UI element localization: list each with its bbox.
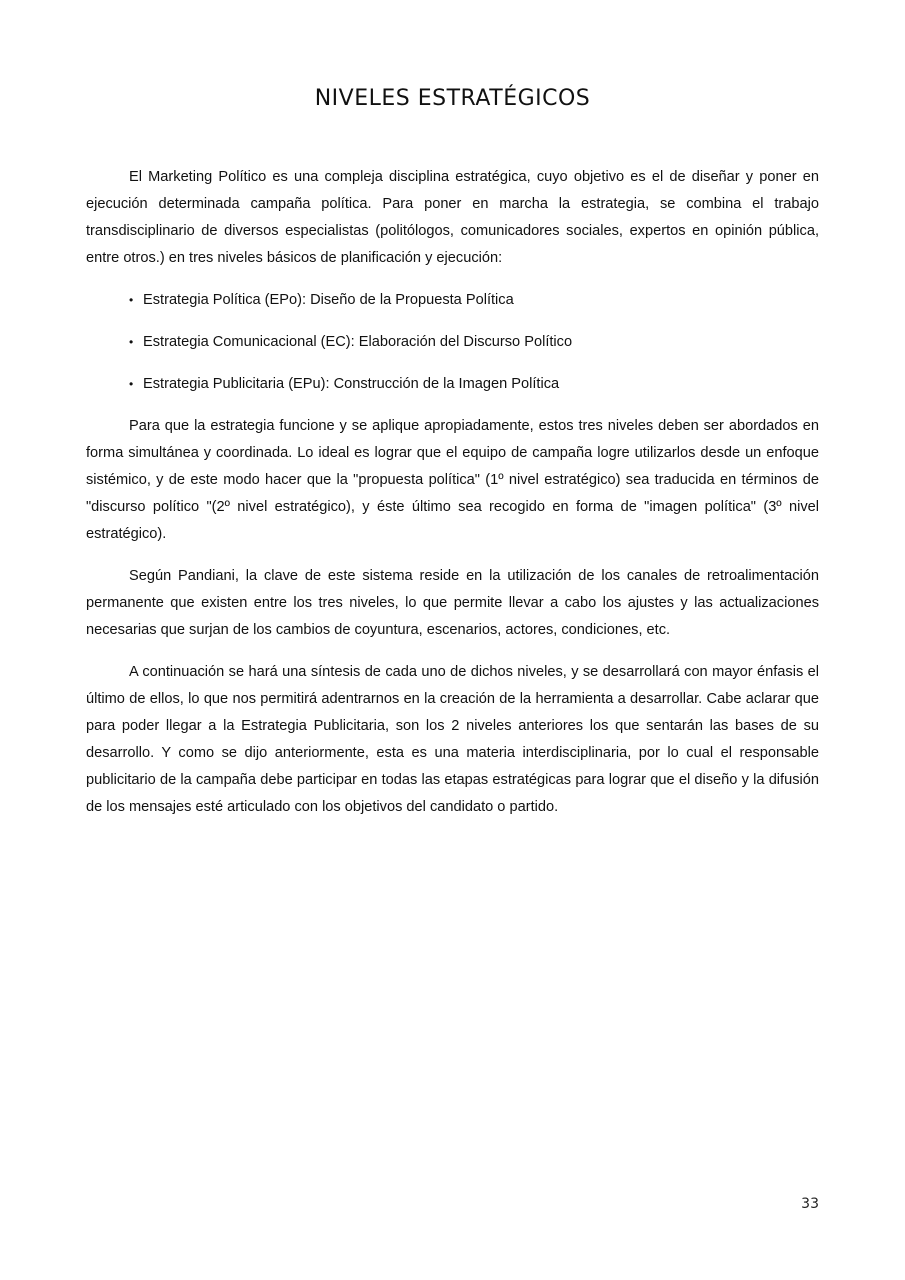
paragraph-intro: El Marketing Político es una compleja disciplina estratégica, cuyo objetivo es el de diseñar y poner en ejecución determinada campaña política. Para poner en marcha la estrategia, se combina el trabajo transdisciplinario de diversos especialistas (politólogos, comunicadores sociales, expertos en opinión pública, entre otros.) en tres niveles básicos de planificación y ejecución: [86, 169, 819, 266]
list-item [129, 287, 819, 314]
list-item-label: Estrategia Publicitaria (EPu): Construcción de la Imagen Política [143, 376, 560, 392]
list-item [129, 371, 819, 398]
paragraph-feedback: Según Pandiani, la clave de este sistema reside en la utilización de los canales de retroalimentación permanente que existen entre los tres niveles, lo que permite llevar a cabo los ajustes y las actualizaciones necesarias que surjan de los cambios de coyuntura, escenarios, actores, condiciones, etc. [86, 568, 819, 638]
bullet-icon: • [129, 335, 134, 349]
bullet-icon: • [129, 377, 134, 391]
list-item-label: Estrategia Comunicacional (EC): Elaboración del Discurso Político [143, 334, 573, 350]
page-number: 33 [801, 1196, 819, 1212]
levels-list [86, 287, 819, 398]
list-item [129, 329, 819, 356]
bullet-icon: • [129, 293, 134, 307]
paragraph-synthesis: A continuación se hará una síntesis de cada uno de dichos niveles, y se desarrollará con mayor énfasis el último de ellos, lo que nos permitirá adentrarnos en la creación de la herramienta a desarrollar. Cabe aclarar que para poder llegar a la Estrategia Publicitaria, son los 2 niveles anteriores los que sentarán las bases de su desarrollo. Y como se dijo anteriormente, esta es una materia interdisciplinaria, por lo cual el responsable publicitario de la campaña debe participar en todas las etapas estratégicas para lograr que el diseño y la difusión de los mensajes esté articulado con los objetivos del candidato o partido. [86, 664, 819, 815]
page-title: NIVELES ESTRATÉGICOS [314, 86, 591, 111]
paragraph-coordination: Para que la estrategia funcione y se aplique apropiadamente, estos tres niveles deben ser abordados en forma simultánea y coordinada. Lo ideal es lograr que el equipo de campaña logre utilizarlos desde un enfoque sistémico, y de este modo hacer que la "propuesta política" (1º nivel estratégico) sea traducida en términos de "discurso político "(2º nivel estratégico), y éste último sea recogido en forma de "imagen política" (3º nivel estratégico). [86, 418, 819, 542]
list-item-label: Estrategia Política (EPo): Diseño de la Propuesta Política [143, 292, 514, 308]
body-text [86, 164, 819, 836]
